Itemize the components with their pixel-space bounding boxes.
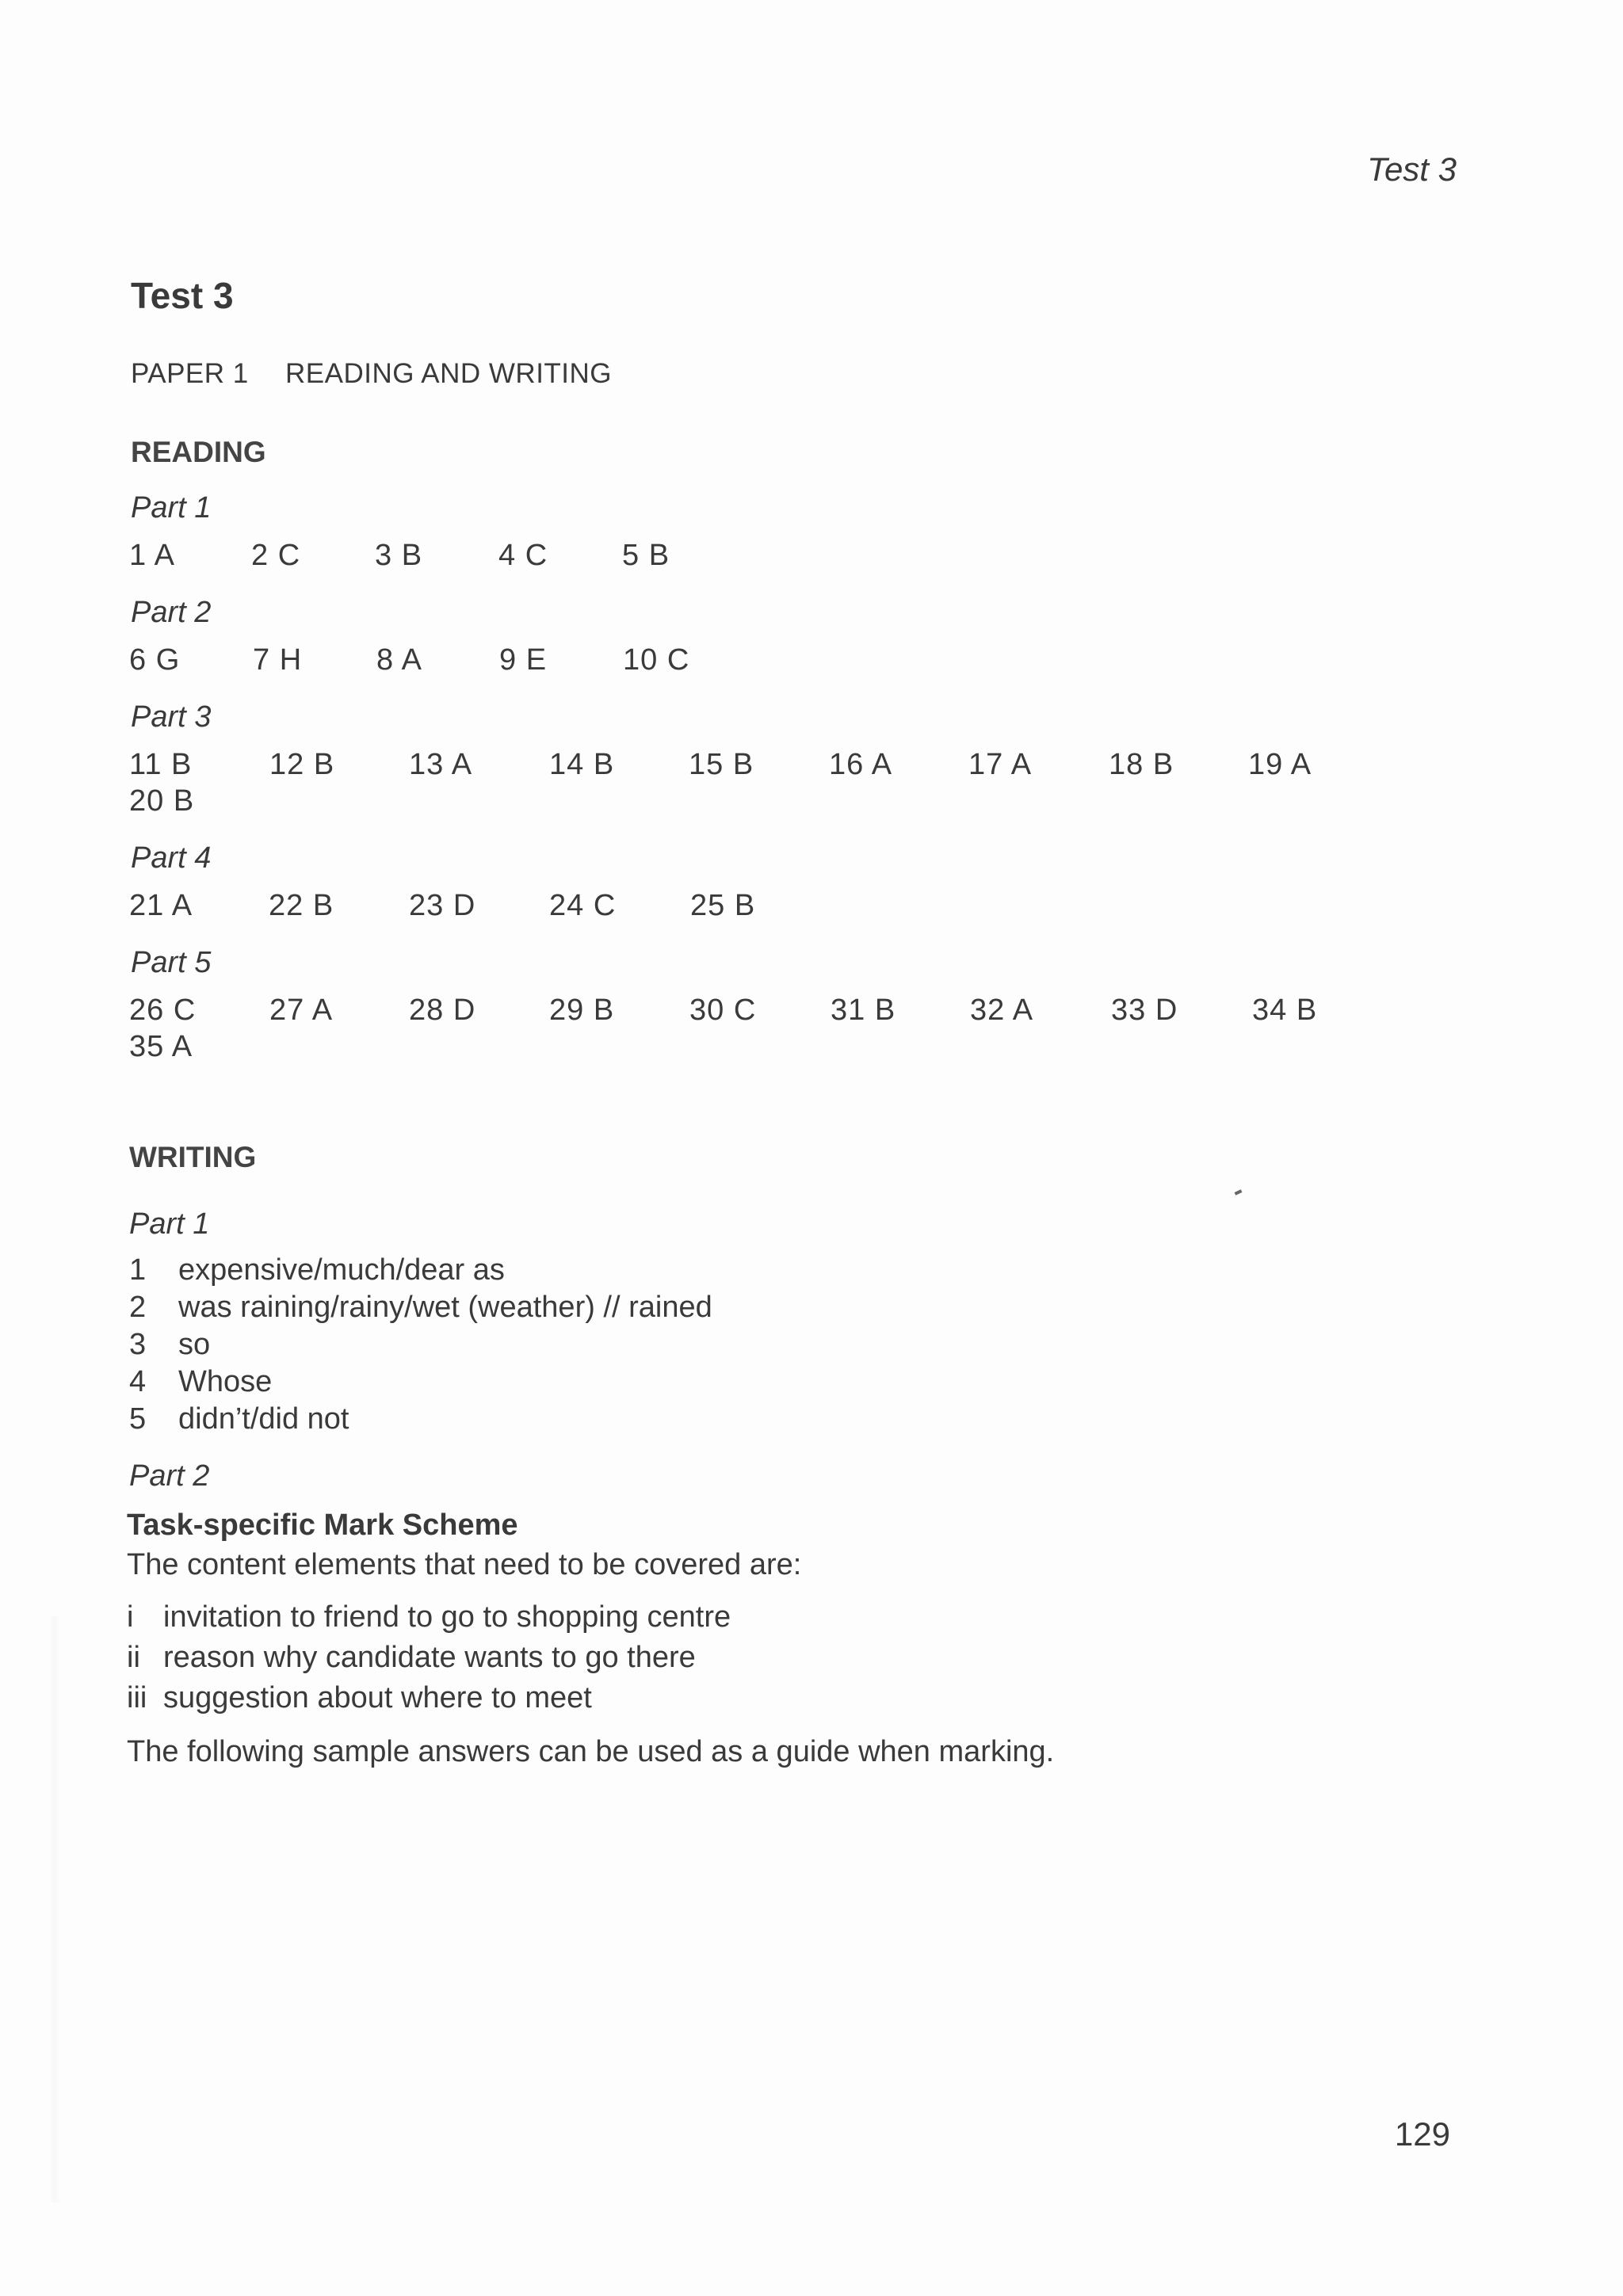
mark-scheme-intro: The content elements that need to be covered are: <box>127 1548 802 1581</box>
answer: 29 B <box>549 994 615 1027</box>
answer: 7 H <box>253 643 303 677</box>
reading-part-1-answers <box>129 539 670 573</box>
answer: 16 A <box>829 748 893 781</box>
running-head: Test 3 <box>1367 151 1457 188</box>
page-number: 129 <box>1394 2115 1450 2153</box>
list-item <box>129 1289 712 1326</box>
answer: 34 B <box>1252 994 1318 1027</box>
answer: 11 B <box>129 748 193 781</box>
paper-name: READING AND WRITING <box>285 358 613 389</box>
item-number: 2 <box>129 1291 147 1324</box>
mark-scheme-heading: Task-specific Mark Scheme <box>127 1508 518 1542</box>
answer: 12 B <box>269 748 335 781</box>
item-text: was raining/rainy/wet (weather) // rained <box>178 1291 712 1324</box>
scan-shadow <box>49 1616 60 2203</box>
answer: 15 B <box>689 748 754 781</box>
answer: 19 A <box>1248 748 1312 781</box>
item-number: iii <box>127 1681 147 1714</box>
answer: 2 C <box>251 539 301 572</box>
answer: 20 B <box>129 784 195 818</box>
answer: 31 B <box>831 994 896 1027</box>
answer: 3 B <box>375 539 423 572</box>
answer: 9 E <box>499 643 548 677</box>
writing-heading: WRITING <box>129 1141 257 1173</box>
mark-scheme-closing: The following sample answers can be used as a guide when marking. <box>127 1735 1055 1768</box>
item-text: reason why candidate wants to go there <box>163 1641 696 1674</box>
reading-heading: READING <box>131 436 266 468</box>
list-item <box>129 1401 712 1438</box>
writing-part-2-title: Part 2 <box>129 1459 210 1493</box>
item-number: 5 <box>129 1402 147 1436</box>
answer: 22 B <box>269 889 334 922</box>
answer: 1 A <box>129 539 175 572</box>
answer: 35 A <box>129 1030 193 1063</box>
item-text: didn’t/did not <box>178 1402 349 1436</box>
answer: 8 A <box>376 643 422 677</box>
answer: 13 A <box>409 748 473 781</box>
writing-part-1-title: Part 1 <box>129 1207 210 1241</box>
answer: 32 A <box>970 994 1034 1027</box>
list-item <box>129 1252 712 1289</box>
answer: 28 D <box>409 994 476 1027</box>
list-item <box>129 1326 712 1363</box>
reading-part-4-title: Part 4 <box>131 841 212 875</box>
item-number: i <box>127 1600 134 1634</box>
item-text: suggestion about where to meet <box>163 1681 592 1714</box>
list-item <box>127 1638 731 1678</box>
paper-heading <box>131 358 612 390</box>
item-text: Whose <box>178 1365 273 1398</box>
reading-part-3-answers-cont <box>129 784 194 818</box>
item-text: invitation to friend to go to shopping centre <box>163 1600 731 1634</box>
answer: 18 B <box>1109 748 1174 781</box>
answer: 30 C <box>689 994 757 1027</box>
answer: 17 A <box>968 748 1033 781</box>
reading-part-4-answers <box>129 889 755 923</box>
item-number: 3 <box>129 1328 147 1361</box>
reading-part-5-answers <box>129 994 1317 1028</box>
list-item <box>127 1597 731 1638</box>
answer: 14 B <box>549 748 615 781</box>
answer: 23 D <box>409 889 476 922</box>
answer: 26 C <box>129 994 197 1027</box>
reading-part-3-title: Part 3 <box>131 700 212 734</box>
reading-part-2-title: Part 2 <box>131 596 212 629</box>
answer: 33 D <box>1111 994 1178 1027</box>
reading-part-1-title: Part 1 <box>131 491 212 524</box>
reading-part-3-answers <box>129 748 1312 782</box>
answer: 10 C <box>623 643 690 677</box>
item-number: 4 <box>129 1365 147 1398</box>
reading-part-5-answers-cont <box>129 1030 193 1064</box>
item-number: 1 <box>129 1253 147 1287</box>
answer: 4 C <box>498 539 548 572</box>
reading-part-2-answers <box>129 643 689 677</box>
reading-part-5-title: Part 5 <box>131 946 212 979</box>
page-title: Test 3 <box>131 275 234 316</box>
answer: 21 A <box>129 889 193 922</box>
answer: 27 A <box>269 994 334 1027</box>
list-item <box>127 1678 731 1718</box>
answer: 25 B <box>690 889 756 922</box>
answer: 6 G <box>129 643 181 677</box>
item-text: so <box>178 1328 211 1361</box>
content-elements-list <box>127 1597 731 1718</box>
item-number: ii <box>127 1641 140 1674</box>
answer: 24 C <box>549 889 617 922</box>
paper-number: PAPER 1 <box>131 358 249 389</box>
writing-part-1-answers <box>129 1252 712 1438</box>
answer: 5 B <box>622 539 670 572</box>
stray-mark <box>1235 1189 1243 1195</box>
item-text: expensive/much/dear as <box>178 1253 505 1287</box>
list-item <box>129 1363 712 1401</box>
